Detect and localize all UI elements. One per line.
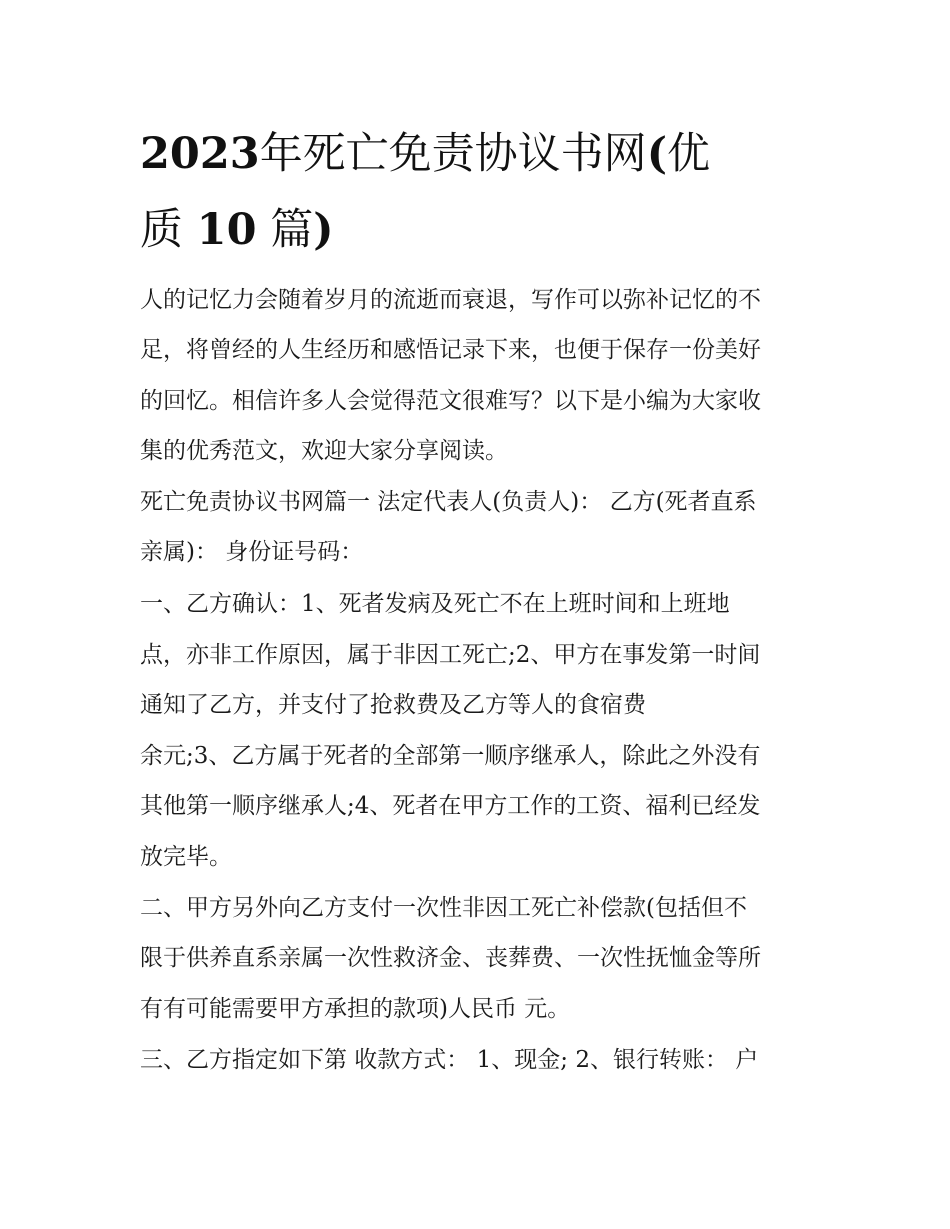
title-paren-open: ( <box>646 129 668 179</box>
clause-2-line-3: 有有可能需要甲方承担的款项)人民币 元。 <box>140 996 571 1022</box>
clause-1-line-6: 放完毕。 <box>140 844 232 870</box>
intro-line-3: 的回忆。相信许多人会觉得范文很难写？以下是小编为大家收 <box>140 388 761 414</box>
document-title <box>140 116 820 268</box>
intro-line-2: 足，将曾经的人生经历和感悟记录下来，也便于保存一份美好 <box>140 337 761 363</box>
clause-1-line-5: 其他第一顺序继承人;4、死者在甲方工作的工资、福利已经发 <box>140 793 761 819</box>
intro-line-1: 人的记忆力会随着岁月的流逝而衰退，写作可以弥补记忆的不 <box>140 287 761 313</box>
clause-3-line-1: 三、乙方指定如下第 收款方式： 1、现金; 2、银行转账： 户 <box>140 1047 759 1073</box>
clause-1-line-2: 点，亦非工作原因，属于非因工死亡;2、甲方在事发第一时间 <box>140 642 761 668</box>
clause-1-line-3: 通知了乙方，并支付了抢救费及乙方等人的食宿费 <box>140 692 646 718</box>
intro-line-4: 集的优秀范文，欢迎大家分享阅读。 <box>140 438 508 464</box>
clause-1-line-4: 余元;3、乙方属于死者的全部第一顺序继承人，除此之外没有 <box>140 743 761 769</box>
agreement-header-line-1: 死亡免责协议书网篇一 法定代表人(负责人)： 乙方(死者直系 <box>140 489 757 515</box>
agreement-header-line-2: 亲属)： 身份证号码： <box>140 539 364 565</box>
clause-1-line-1: 一、乙方确认：1、死者发病及死亡不在上班时间和上班地 <box>140 591 730 617</box>
title-text-end: 优 <box>667 129 711 179</box>
title-paren-close: ) <box>313 205 334 255</box>
title-text: 年死亡免责协议书网 <box>259 129 647 179</box>
title-count: 10 <box>196 205 257 255</box>
title-unit: 篇 <box>270 205 314 255</box>
clause-2-line-1: 二、甲方另外向乙方支付一次性非因工死亡补偿款(包括但不 <box>140 895 747 921</box>
title-year: 2023 <box>140 129 260 179</box>
title-text-cont: 质 <box>140 205 183 255</box>
clause-2-line-2: 限于供养直系亲属一次性救济金、丧葬费、一次性抚恤金等所 <box>140 945 761 971</box>
